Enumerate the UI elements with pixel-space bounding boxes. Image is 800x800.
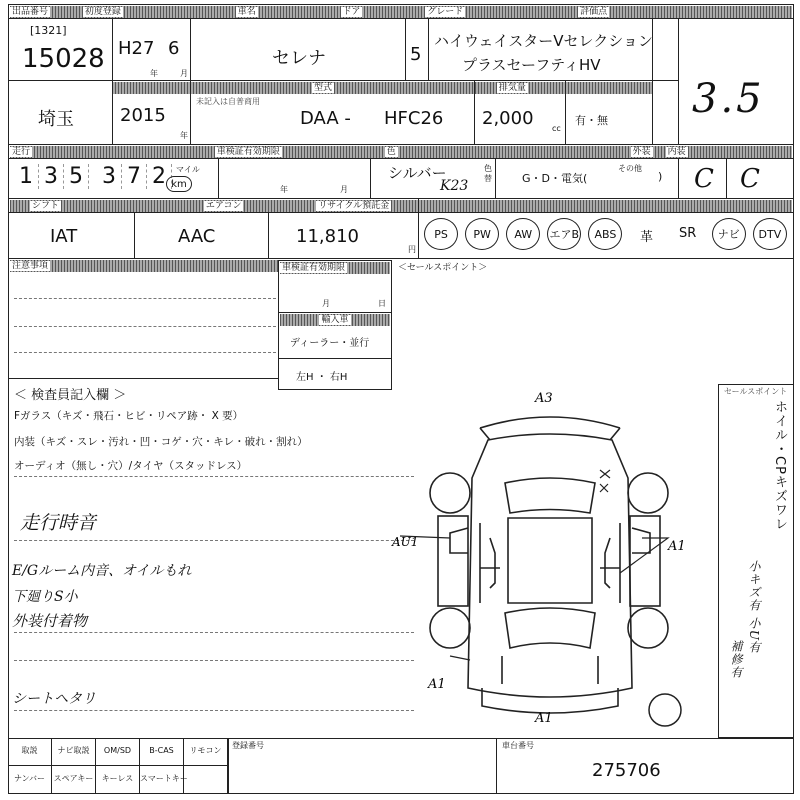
equipment-badge: PS <box>424 218 458 250</box>
chassis-number: 275706 <box>592 760 661 781</box>
footer-check-cell: スマートキー <box>140 766 184 794</box>
mark-front: A1 <box>535 711 553 726</box>
equipment-badge: DTV <box>753 218 787 250</box>
mileage-digit: 5 <box>64 164 89 189</box>
score-value: 3.5 <box>692 76 765 122</box>
mark-front-left: A1 <box>428 677 446 692</box>
header-strip-2: 型式 排気量 <box>112 82 652 94</box>
registration-month: 6 <box>168 38 180 59</box>
km-unit: km <box>166 176 192 192</box>
footer-checklist <box>8 738 228 794</box>
mileage-digit: 3 <box>39 164 64 189</box>
equipment-badge: エアB <box>547 218 581 250</box>
interior-grade: C <box>740 164 760 194</box>
side-note-4: 補修有 <box>729 640 743 679</box>
windshield-line: Fガラス（キズ・飛石・ヒビ・リペア跡・ X 要） <box>14 410 244 422</box>
header-strip-1: 出品番号 初度登録 車名 ドア グレード 評価点 <box>10 6 792 18</box>
note-undercarriage: 下廻りS小 <box>12 589 78 605</box>
equipment-badge: SR <box>679 226 697 241</box>
footer-check-cell <box>184 766 228 794</box>
mark-rear: A3 <box>535 391 553 406</box>
color-options: G・D・電気( <box>522 172 588 185</box>
ac-type: AAC <box>178 226 216 247</box>
color-name: シルバー <box>388 164 447 182</box>
note-running-noise: 走行時音 <box>20 512 97 534</box>
audio-tire-line: オーディオ（無し・穴）/タイヤ（スタッドレス） <box>14 460 248 472</box>
auction-sheet: 出品番号 初度登録 車名 ドア グレード 評価点 [1321] 15028 H27 6 年 月 セレナ 5 ハイウェイスターVセレクション プラスセーフティHV 3.5 型式 排気量 埼玉 2015 年 未記入は自普商用 DAA - HFC26 2,000 cc 有・無 走行 車検証有効期限 色 外装 内装 1 3 5 3 7 2 マイル km 年 月 シルバー K23 色 替 G・D・電気( その他 ) C C シフト エアコン リサイクル預託金 IAT AAC 11,810 円 PS PW AW エアB ABS 革 SR ナビ DTV 注意事項 ＜セールスポイント＞ 車検証有効期限 月 日 輸入車 ディーラー・並行 左H ・ 右H ＜ 検査員記入欄 ＞ Fガラス（キズ・飛石・ヒビ・リペア跡・ X 要） 内装（キズ・スレ・汚れ・凹・コゲ・穴・キレ・破れ・割れ） オーディオ（無し・穴）/タイヤ（スタッドレス） 走行時音 E/Gルーム内音、オイルもれ 下廻りS小 外装付着物 シートヘタリ A3 AU1 A1 A1 A1 セールスポイント ホイル・CPキズワレ 小キズ有 小U有 補修有 取説 ナビ取説 OM/SD B-CAS リモコン ナンバー スペアキー キーレス スマートキー 登録番号 車台番号 275706 <box>0 0 800 800</box>
turbo: 有・無 <box>575 114 608 127</box>
footer-check-cell: キーレス <box>96 766 140 794</box>
footer-check-cell: ナンバー <box>8 766 52 794</box>
car-name: セレナ <box>272 48 326 69</box>
interior-line: 内装（キズ・スレ・汚れ・凹・コゲ・穴・キレ・破れ・割れ） <box>14 436 308 448</box>
footer-check-cell: ナビ取説 <box>52 738 96 766</box>
exterior-grade: C <box>694 164 714 194</box>
registration-number-label: 登録番号 <box>232 741 264 750</box>
grade-line-2: プラスセーフティHV <box>462 56 601 74</box>
equipment-badge: 革 <box>640 230 654 245</box>
mileage-digits <box>14 164 172 189</box>
header-strip-4: シフト エアコン リサイクル預託金 <box>10 200 792 212</box>
footer-check-cell: リモコン <box>184 738 228 766</box>
side-note-2: 小キズ有 小U有 <box>747 560 761 654</box>
footer-check-cell: 取説 <box>8 738 52 766</box>
handle-option: 左H ・ 右H <box>296 372 348 383</box>
note-engine: E/Gルーム内音、オイルもれ <box>12 563 192 579</box>
equipment-row <box>422 218 792 254</box>
notes-header: 注意事項 <box>10 260 278 272</box>
recycle-amount: 11,810 <box>296 226 359 247</box>
mileage-digit: 2 <box>147 164 172 189</box>
lot-number: 15028 <box>22 44 105 74</box>
color-code: K23 <box>440 178 469 194</box>
mileage-digit: 7 <box>122 164 147 189</box>
equipment-badge: ナビ <box>712 218 746 250</box>
displacement-value: 2,000 <box>482 108 534 129</box>
footer-check-cell: スペアキー <box>52 766 96 794</box>
equipment-badge: AW <box>506 218 540 250</box>
mileage-digit: 3 <box>97 164 122 189</box>
side-note-1: ホイル・CPキズワレ <box>772 400 787 531</box>
dealer-option: ディーラー・並行 <box>290 338 370 349</box>
mark-right: A1 <box>668 539 686 554</box>
equipment-badge: PW <box>465 218 499 250</box>
note-exterior-deposit: 外装付着物 <box>12 612 88 630</box>
grade-line-1: ハイウェイスターVセレクション <box>434 32 653 50</box>
mileage-digit: 1 <box>14 164 39 189</box>
lot-code: [1321] <box>30 24 67 37</box>
mark-left: AU1 <box>392 535 419 549</box>
footer-check-cell: OM/SD <box>96 738 140 766</box>
footer-check-cell: B-CAS <box>140 738 184 766</box>
registration-era-year: H27 <box>118 38 155 59</box>
inspector-heading: ＜ 検査員記入欄 ＞ <box>14 388 127 403</box>
region: 埼玉 <box>38 109 74 130</box>
chassis-label: 車台番号 <box>502 741 534 750</box>
door-count: 5 <box>410 44 422 65</box>
model-year: 2015 <box>120 105 166 126</box>
shift-type: IAT <box>50 226 78 247</box>
note-seat: シートヘタリ <box>12 691 96 707</box>
equipment-badge: ABS <box>588 218 622 250</box>
model-code: HFC26 <box>384 108 444 129</box>
car-damage-diagram <box>392 388 720 728</box>
model-prefix: DAA - <box>300 108 351 129</box>
sales-point-label: ＜セールスポイント＞ <box>398 263 488 273</box>
header-strip-3: 走行 車検証有効期限 色 外装 内装 <box>10 146 792 158</box>
